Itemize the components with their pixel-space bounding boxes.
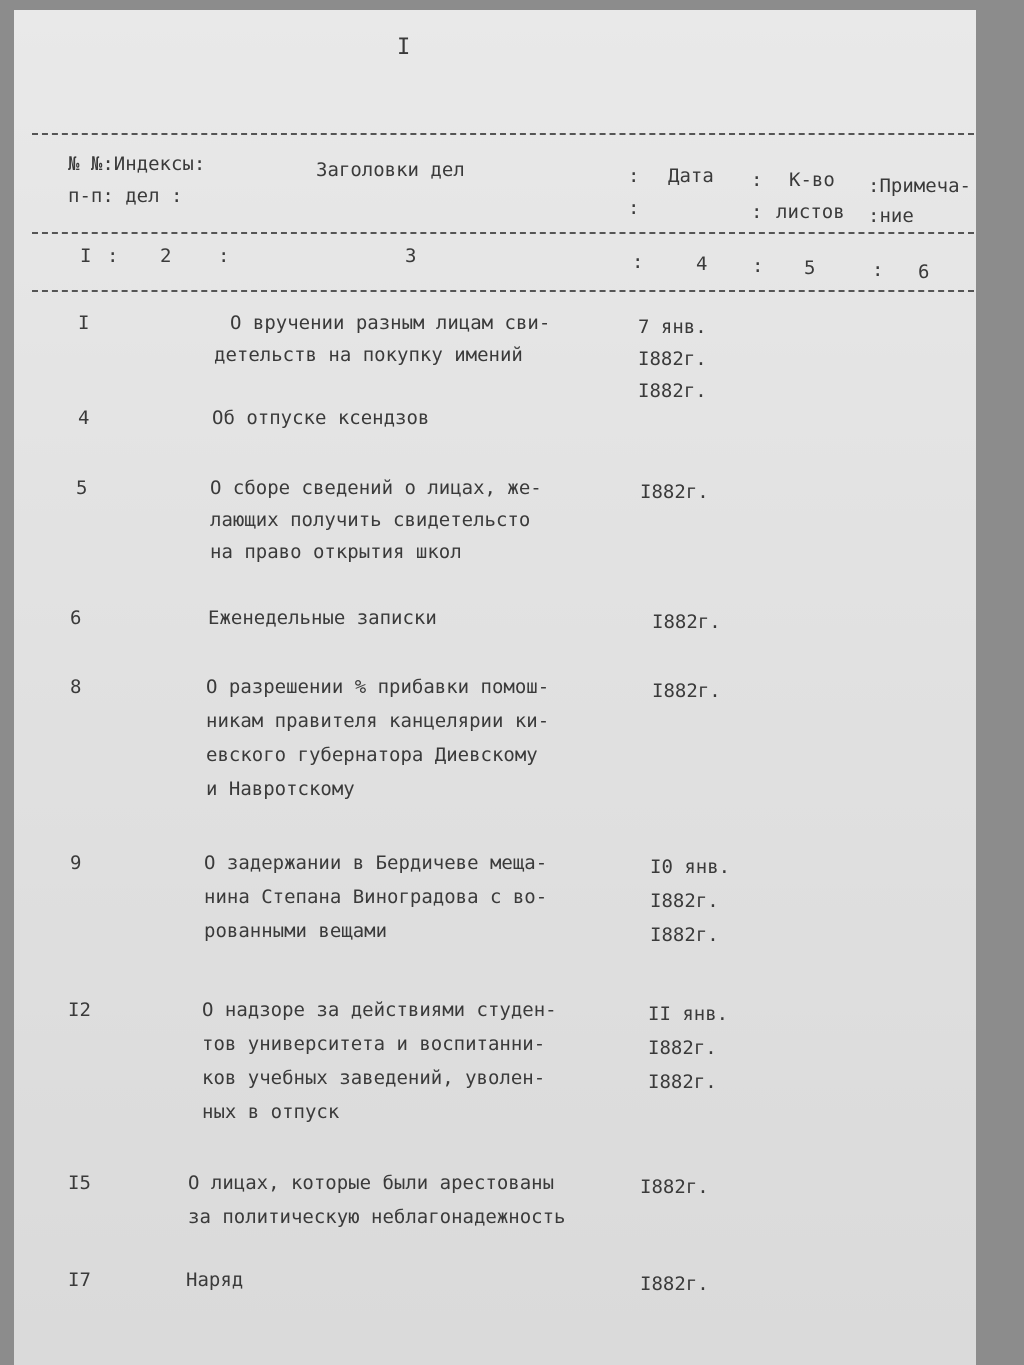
column-number: 3 [405, 245, 417, 267]
case-number: I5 [68, 1172, 91, 1194]
header-sep1b: : [628, 197, 640, 219]
column-number: 2 [160, 245, 172, 267]
header-mid-rule [32, 232, 974, 234]
case-title-line: никам правителя канцелярии ки- [206, 710, 550, 732]
header-col5-line2: листов [776, 201, 845, 223]
case-date-line: I882г. [640, 1273, 709, 1295]
case-number: 8 [70, 676, 82, 698]
column-number: 6 [918, 261, 930, 283]
column-number: : [632, 251, 644, 273]
header-top-rule [32, 133, 974, 135]
case-date-line: I882г. [648, 1037, 717, 1059]
page-number: I [397, 35, 411, 60]
case-date-line: 7 янв. [638, 316, 707, 338]
case-title-line: евского губернатора Диевскому [206, 744, 538, 766]
case-title-line: на право открытия школ [210, 541, 462, 563]
column-number: : [218, 245, 230, 267]
column-number: : [872, 259, 884, 281]
case-date-line: I882г. [640, 1176, 709, 1198]
case-date-line: I882г. [638, 348, 707, 370]
case-title-line: О лицах, которые были арестованы [188, 1172, 555, 1194]
case-title-line: О надзоре за действиями студен- [202, 999, 557, 1021]
case-date-line: I882г. [640, 481, 709, 503]
case-title-line: рованными вещами [204, 920, 388, 942]
case-title-line: лающих получить свидетельсто [210, 509, 531, 531]
case-title-line: Наряд [186, 1269, 244, 1291]
header-col5-line1: К-во [789, 169, 835, 191]
case-title-line: тов университета и воспитанни- [202, 1033, 546, 1055]
case-date-line: I882г. [648, 1071, 717, 1093]
case-title-line: и Навротскому [206, 778, 355, 800]
header-sep1: : [628, 165, 640, 187]
case-date-line: I882г. [652, 680, 721, 702]
header-col6-line1: :Примеча- [868, 175, 971, 197]
header-col4: Дата [668, 165, 714, 187]
header-col1-line1: № №:Индексы: [68, 153, 206, 175]
case-title-line: ков учебных заведений, уволен- [202, 1067, 546, 1089]
case-number: I2 [68, 999, 91, 1021]
header-col6-line2: :ние [868, 205, 914, 227]
case-title-line: Об отпуске ксендзов [212, 407, 430, 429]
case-number: I [78, 312, 90, 334]
column-number: : [107, 245, 119, 267]
case-title-line: О сборе сведений о лицах, же- [210, 477, 542, 499]
case-date-line: I0 янв. [650, 856, 731, 878]
case-title-line: нина Степана Виноградова с во- [204, 886, 548, 908]
case-title-line: О разрешении % прибавки помош- [206, 676, 550, 698]
header-col3: Заголовки дел [316, 159, 465, 181]
case-title-line: О задержании в Бердичеве меща- [204, 852, 548, 874]
header-bottom-rule [32, 290, 974, 292]
column-number: I [80, 245, 92, 267]
header-sep2: : [751, 169, 763, 191]
case-title-line: за политическую неблагонадежность [188, 1206, 566, 1228]
case-number: I7 [68, 1269, 91, 1291]
case-date-line: I882г. [638, 380, 707, 402]
case-date-line: I882г. [650, 924, 719, 946]
header-col5-sep: : [751, 201, 763, 223]
column-number: 4 [696, 253, 708, 275]
case-number: 5 [76, 477, 88, 499]
column-number: 5 [804, 257, 816, 279]
case-title-line: Еженедельные записки [208, 607, 437, 629]
case-number: 4 [78, 407, 90, 429]
case-title-line: детельств на покупку имений [214, 344, 523, 366]
case-date-line: I882г. [650, 890, 719, 912]
case-number: 9 [70, 852, 82, 874]
case-title-line: ных в отпуск [202, 1101, 340, 1123]
column-number: : [752, 255, 764, 277]
header-col1-line2: п-п: дел : [68, 185, 183, 207]
case-date-line: II янв. [648, 1003, 729, 1025]
case-date-line: I882г. [652, 611, 721, 633]
case-number: 6 [70, 607, 82, 629]
case-title-line: О вручении разным лицам сви- [230, 312, 551, 334]
